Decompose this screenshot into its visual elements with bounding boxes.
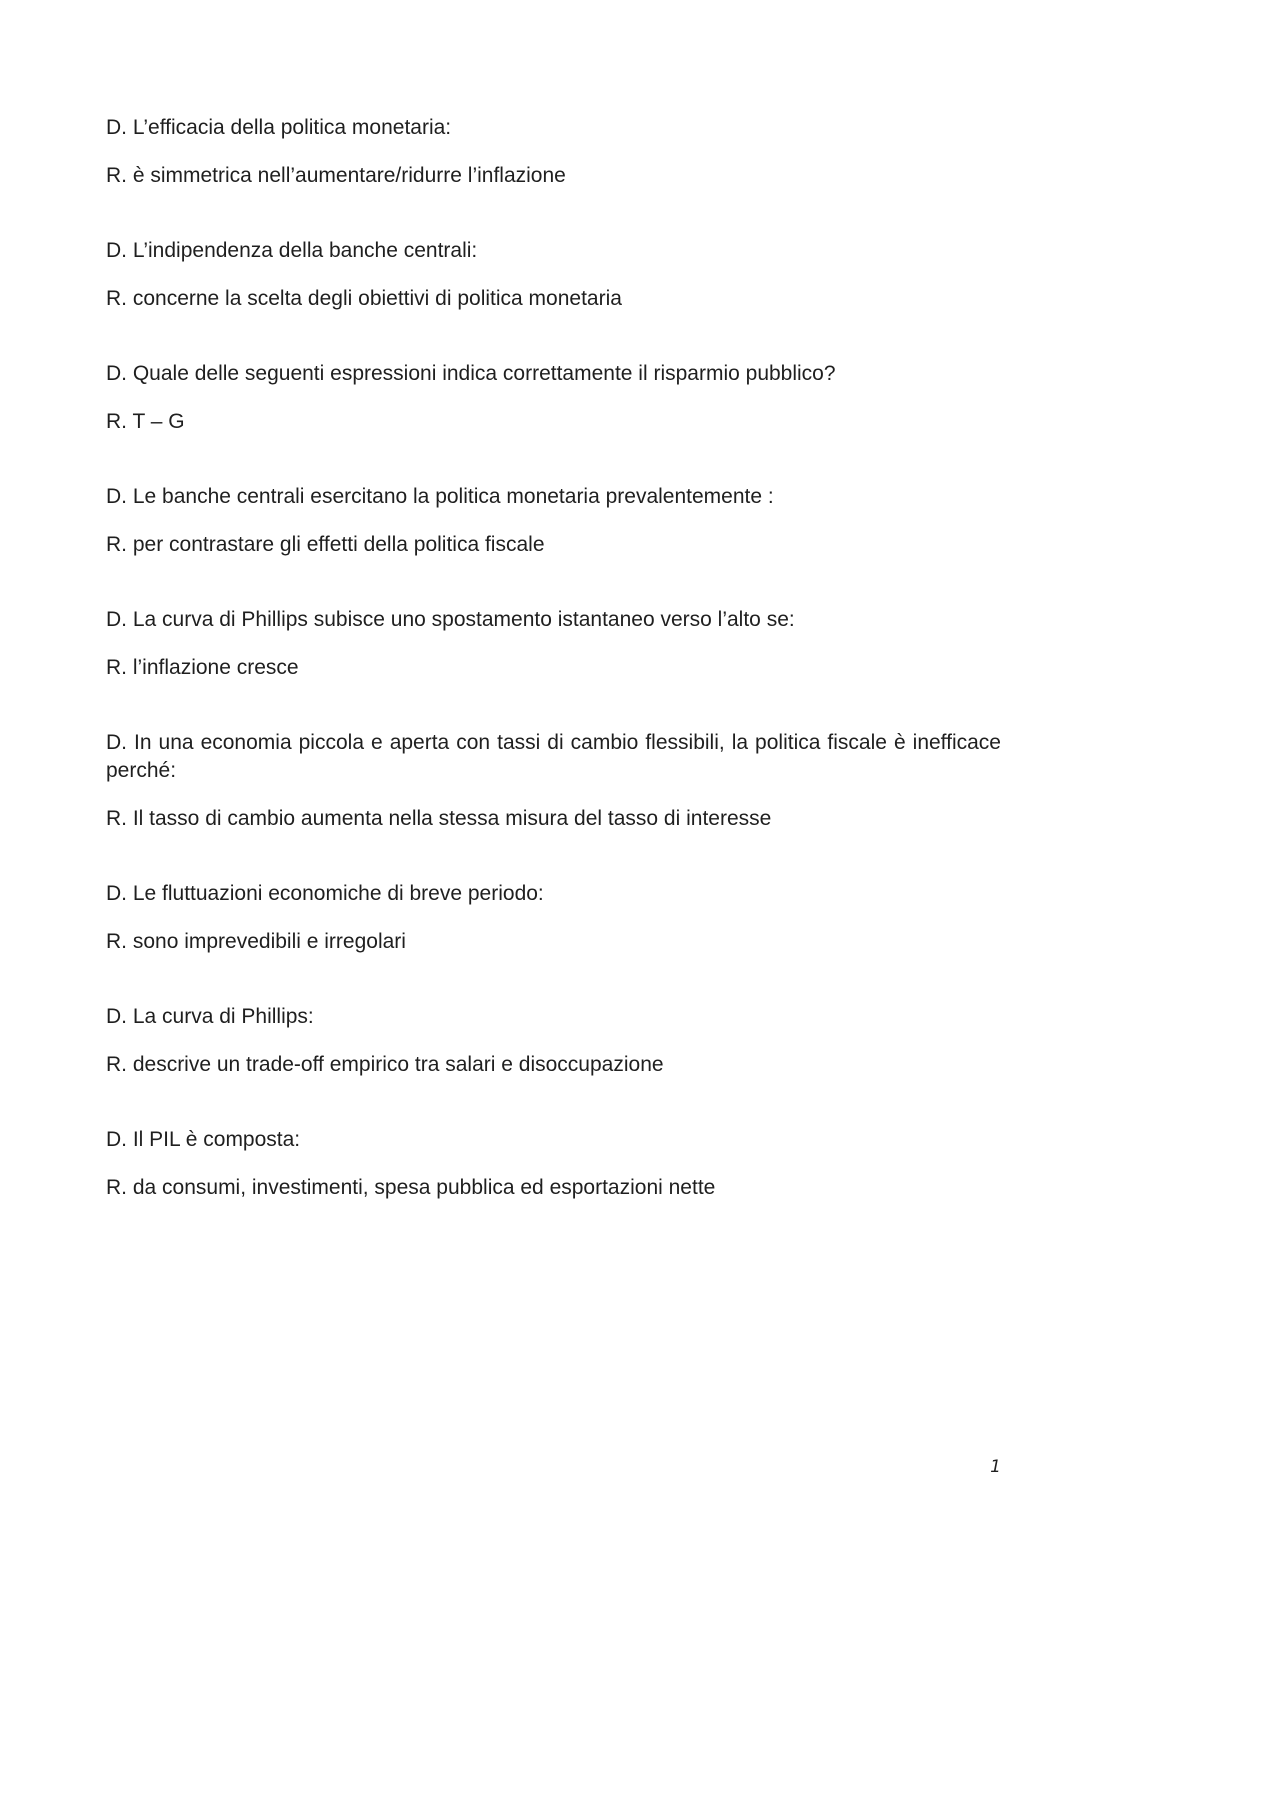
qa-item <box>106 1126 1001 1202</box>
qa-item <box>106 729 1001 833</box>
question-text: D. Quale delle seguenti espressioni indica correttamente il risparmio pubblico? <box>106 362 836 385</box>
answer-text: R. l’inflazione cresce <box>106 656 299 679</box>
question-text: D. In una economia piccola e aperta con tassi di cambio flessibili, la politica fiscale è inefficace perché: <box>106 731 1001 782</box>
question-text: D. L’indipendenza della banche centrali: <box>106 239 478 262</box>
question-text: D. La curva di Phillips: <box>106 1005 314 1028</box>
qa-item <box>106 483 1001 559</box>
qa-list <box>106 114 1001 1249</box>
answer-text: R. da consumi, investimenti, spesa pubblica ed esportazioni nette <box>106 1176 716 1199</box>
answer-text: R. sono imprevedibili e irregolari <box>106 930 406 953</box>
qa-item <box>106 1003 1001 1079</box>
page-number: 1 <box>990 1457 1001 1477</box>
qa-item <box>106 606 1001 682</box>
answer-text: R. concerne la scelta degli obiettivi di politica monetaria <box>106 287 622 310</box>
answer-text: R. descrive un trade-off empirico tra salari e disoccupazione <box>106 1053 664 1076</box>
question-text: D. Le banche centrali esercitano la politica monetaria prevalentemente : <box>106 485 774 508</box>
question-text: D. Le fluttuazioni economiche di breve periodo: <box>106 882 544 905</box>
question-text: D. La curva di Phillips subisce uno spostamento istantaneo verso l’alto se: <box>106 608 795 631</box>
qa-item <box>106 114 1001 190</box>
answer-text: R. Il tasso di cambio aumenta nella stessa misura del tasso di interesse <box>106 807 772 830</box>
question-text: D. Il PIL è composta: <box>106 1128 301 1151</box>
answer-text: R. per contrastare gli effetti della politica fiscale <box>106 533 545 556</box>
qa-item <box>106 360 1001 436</box>
answer-text: R. T – G <box>106 410 185 433</box>
qa-item <box>106 237 1001 313</box>
answer-text: R. è simmetrica nell’aumentare/ridurre l’inflazione <box>106 164 566 187</box>
question-text: D. L’efficacia della politica monetaria: <box>106 116 452 139</box>
qa-item <box>106 880 1001 956</box>
